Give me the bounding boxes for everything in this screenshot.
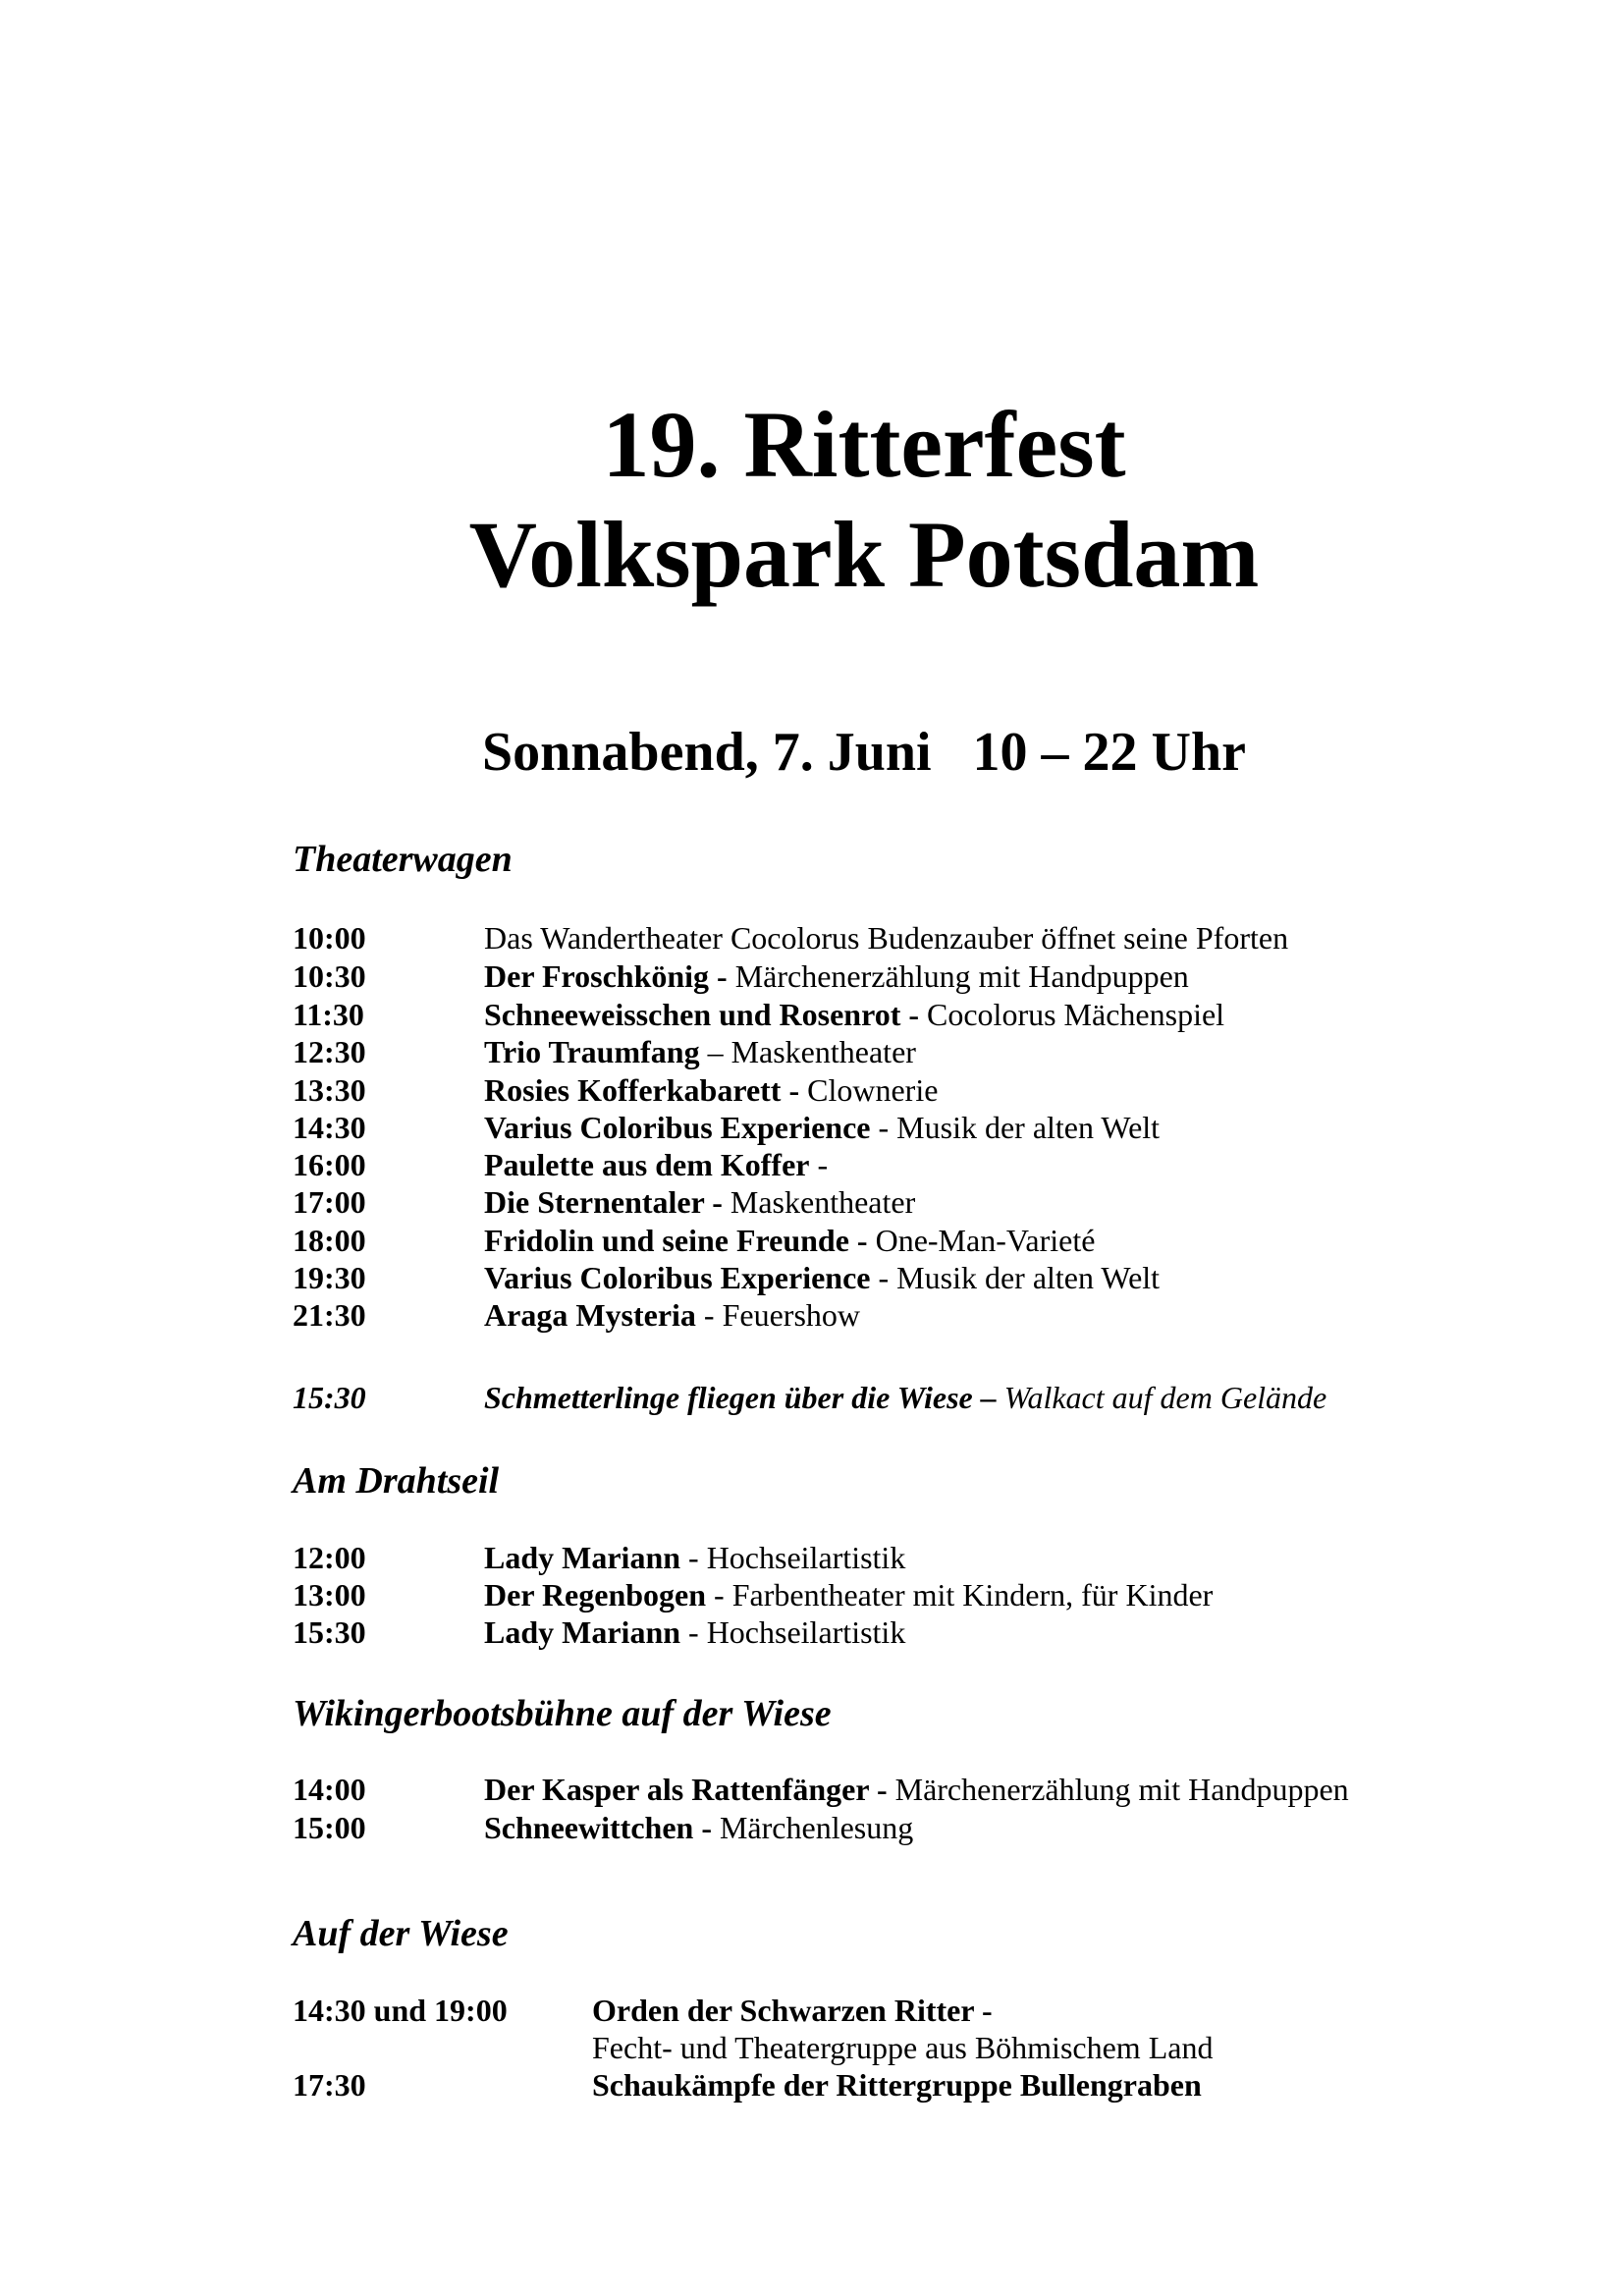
- event-time: 14:00: [293, 1772, 366, 1807]
- section-heading-drahtseil: Am Drahtseil: [293, 1460, 500, 1502]
- event-time: 14:30 und 19:00: [293, 1993, 508, 2028]
- event-detail: Clownerie: [799, 1072, 939, 1108]
- event-detail: Cocolorus Mächenspiel: [919, 997, 1225, 1032]
- event-detail: Fecht- und Theatergruppe aus Böhmischem Land: [592, 2030, 1214, 2065]
- event-description: [484, 996, 1224, 1033]
- event-description: [484, 1259, 1160, 1296]
- event-name: Lady Mariann: [484, 1614, 681, 1650]
- event-time: 21:30: [293, 1297, 366, 1333]
- event-description: [484, 1033, 916, 1070]
- event-description: [484, 1071, 938, 1109]
- page-title: 19. Ritterfest: [602, 392, 1126, 497]
- event-time: 15:30: [293, 1614, 366, 1650]
- event-name: Schaukämpfe der Rittergruppe Bullengraben: [592, 2067, 1202, 2103]
- event-detail: Märchenlesung: [711, 1810, 914, 1845]
- event-detail: One-Man-Varieté: [867, 1223, 1096, 1258]
- event-description: [592, 1992, 993, 2029]
- event-detail: – Maskentheater: [699, 1034, 916, 1069]
- event-time: 17:30: [293, 2067, 366, 2103]
- event-name: Schmetterlinge fliegen über die Wiese –: [484, 1380, 997, 1415]
- event-detail: - Farbentheater mit Kindern, für Kinder: [706, 1577, 1214, 1613]
- event-name: Lady Mariann: [484, 1540, 681, 1575]
- event-detail: - Hochseilartistik: [680, 1540, 906, 1575]
- event-detail: Maskentheater: [722, 1184, 916, 1220]
- event-description: [484, 1109, 1160, 1146]
- section-heading-wiese: Auf der Wiese: [293, 1913, 509, 1954]
- event-name: Fridolin und seine Freunde -: [484, 1223, 868, 1258]
- event-description: [484, 1222, 1095, 1259]
- event-time: 15:00: [293, 1810, 366, 1845]
- event-description: [484, 957, 1189, 995]
- event-name: Trio Traumfang: [484, 1034, 700, 1069]
- event-name: Orden der Schwarzen Ritter -: [592, 1993, 993, 2028]
- event-detail: - Hochseilartistik: [680, 1614, 906, 1650]
- event-time: 15:30: [293, 1380, 366, 1415]
- event-name: Der Kasper als Rattenfänger -: [484, 1772, 888, 1807]
- event-time: 10:00: [293, 920, 366, 956]
- event-time: 18:00: [293, 1223, 366, 1258]
- event-time: 12:00: [293, 1540, 366, 1575]
- event-time: 19:30: [293, 1260, 366, 1295]
- event-time: 10:30: [293, 958, 366, 994]
- event-name: Araga Mysteria: [484, 1297, 696, 1333]
- event-description: [484, 1183, 915, 1221]
- event-description: [592, 2029, 1213, 2066]
- event-name: Varius Coloribus Experience: [484, 1110, 871, 1145]
- event-time: 13:00: [293, 1577, 366, 1613]
- event-detail: Märchenerzählung mit Handpuppen: [727, 958, 1189, 994]
- event-detail: - Feuershow: [695, 1297, 860, 1333]
- page-subtitle-location: Volkspark Potsdam: [468, 502, 1260, 607]
- event-description: [484, 1613, 905, 1651]
- event-description: [484, 1809, 913, 1846]
- event-description: [484, 1539, 905, 1576]
- section-heading-wikinger: Wikingerbootsbühne auf der Wiese: [293, 1693, 832, 1734]
- event-detail: -: [809, 1147, 829, 1182]
- event-name: Der Regenbogen: [484, 1577, 707, 1613]
- event-time: 11:30: [293, 997, 364, 1032]
- event-time: 13:30: [293, 1072, 366, 1108]
- event-detail: - Musik der alten Welt: [870, 1110, 1161, 1145]
- event-detail: Das Wandertheater Cocolorus Budenzauber öffnet seine Pforten: [484, 920, 1289, 956]
- event-description: [484, 1379, 1326, 1416]
- event-description: [484, 1296, 860, 1334]
- event-name: Varius Coloribus Experience: [484, 1260, 871, 1295]
- event-detail: Märchenerzählung mit Handpuppen: [887, 1772, 1349, 1807]
- event-detail: Walkact auf dem Gelände: [996, 1380, 1327, 1415]
- event-name: Schneewittchen -: [484, 1810, 712, 1845]
- event-description: [484, 1771, 1349, 1808]
- event-detail: - Musik der alten Welt: [870, 1260, 1161, 1295]
- event-name: Rosies Kofferkabarett -: [484, 1072, 800, 1108]
- event-name: Paulette aus dem Koffer: [484, 1147, 810, 1182]
- event-description: [592, 2066, 1202, 2104]
- event-name: Der Froschkönig -: [484, 958, 728, 994]
- event-description: [484, 1146, 828, 1183]
- section-heading-theaterwagen: Theaterwagen: [293, 839, 513, 880]
- event-time: 12:30: [293, 1034, 366, 1069]
- event-description: [484, 1576, 1213, 1613]
- event-name: Die Sternentaler -: [484, 1184, 723, 1220]
- event-description: [484, 919, 1288, 957]
- date-line: Sonnabend, 7. Juni 10 – 22 Uhr: [481, 722, 1246, 783]
- event-time: 14:30: [293, 1110, 366, 1145]
- event-time: 17:00: [293, 1184, 366, 1220]
- event-time: 16:00: [293, 1147, 366, 1182]
- event-name: Schneeweisschen und Rosenrot -: [484, 997, 919, 1032]
